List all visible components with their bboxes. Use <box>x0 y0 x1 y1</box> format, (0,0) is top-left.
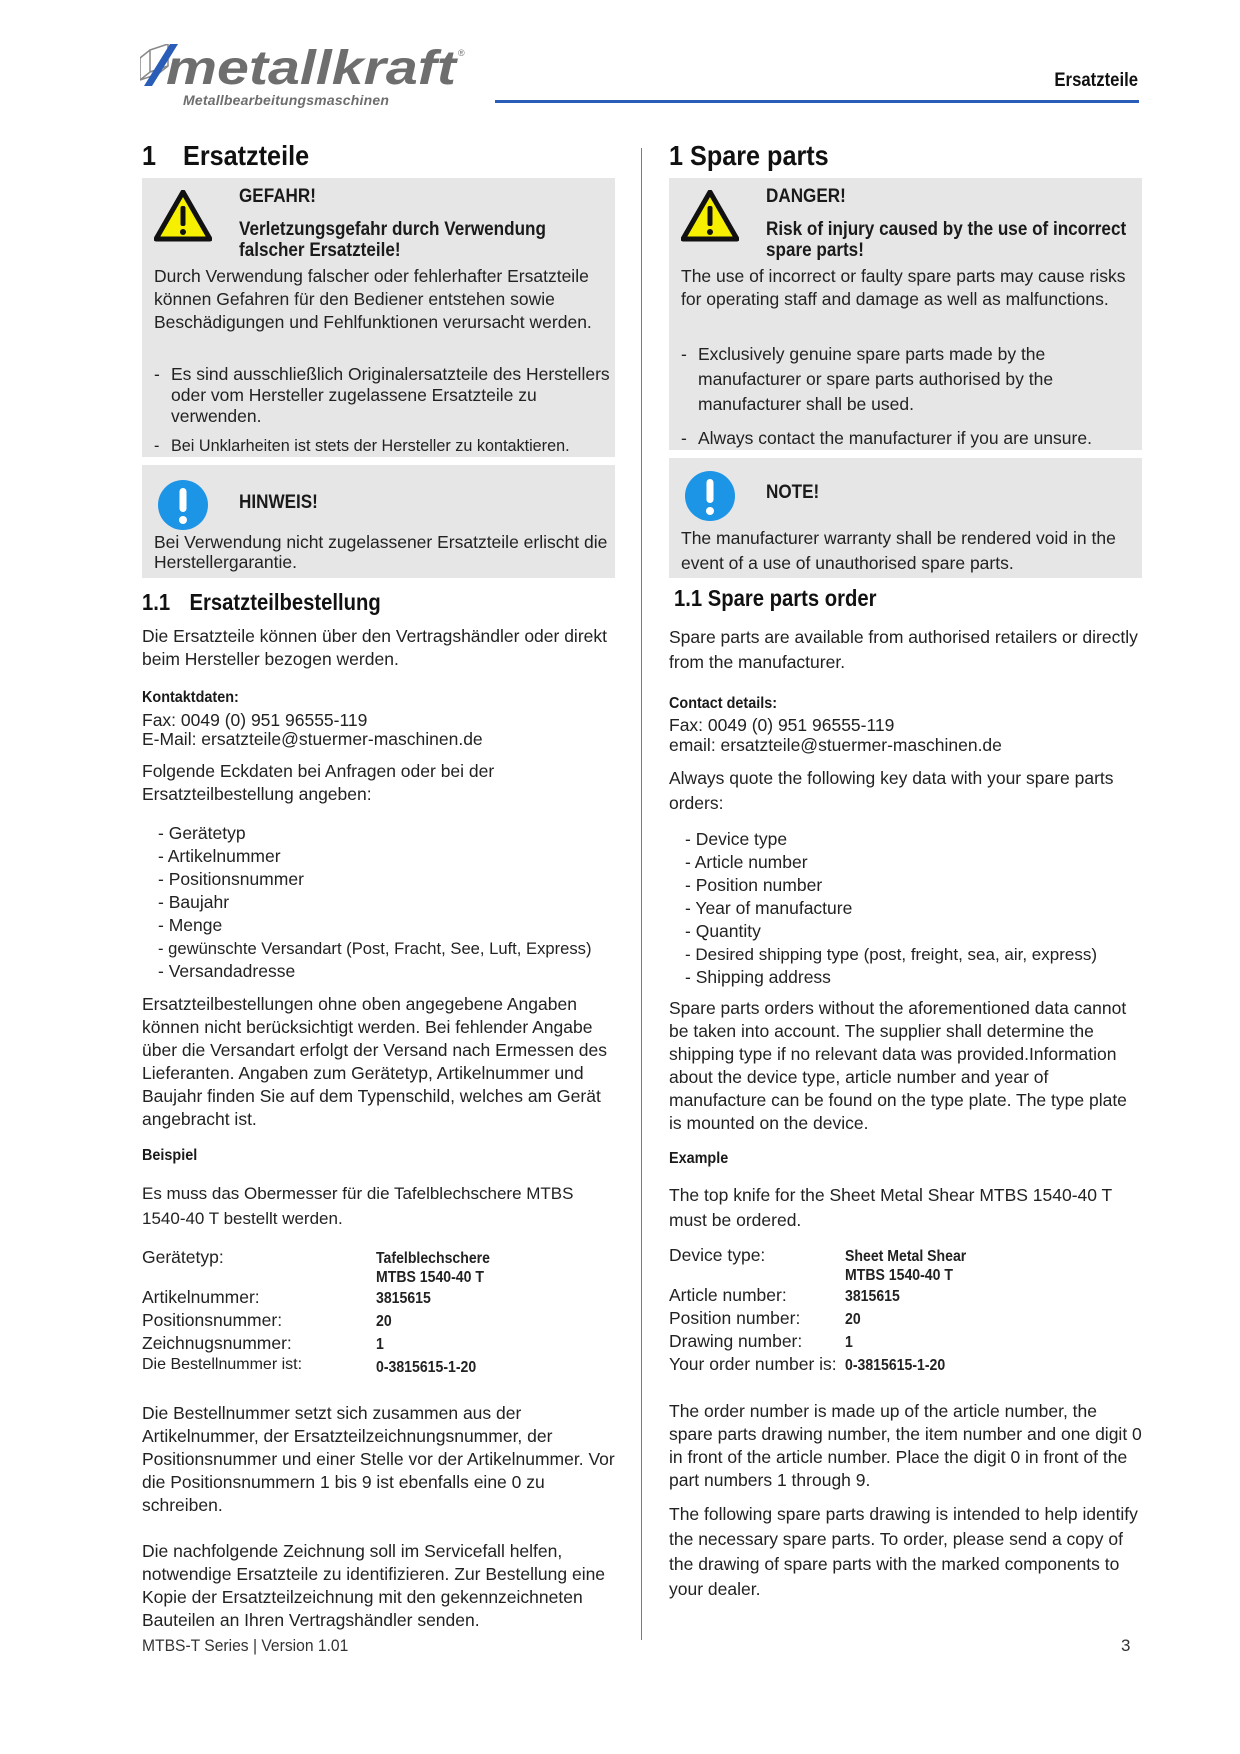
contact-fax: Fax: 0049 (0) 951 96555-119 <box>669 715 895 735</box>
contact-label: Contact details: <box>669 695 778 712</box>
orders-note: Spare parts orders without the aforementioned data cannot be taken into account. The supplier shall determine the shipping type if no relevant data was provided.Information about the device type, article number and year of manufacture can be found on the type plate. The type plate is mounted on the device. <box>669 998 1127 1133</box>
danger-text: Durch Verwendung falscher oder fehlerhafter Ersatzteile können Gefahren für den Bediener entstehen sowie Beschädigungen und Fehlfunktionen verursacht werden. <box>154 266 592 332</box>
table-row: Device type: Sheet Metal Shear MTBS 1540-40 T <box>669 1245 967 1284</box>
page-number: 3 <box>1121 1636 1131 1655</box>
section-heading: 1 Ersatzteile <box>142 140 310 171</box>
example-label: Example <box>669 1150 729 1167</box>
order-number-note: The order number is made up of the article number, the spare parts drawing number, the item number and one digit 0 in front of the article number. Place the digit 0 in front of the part numbers 1 through 9. <box>669 1401 1142 1490</box>
header-rule <box>495 100 1139 103</box>
contact-fax: Fax: 0049 (0) 951 96555-119 <box>142 710 368 730</box>
contact-email <box>669 735 1144 755</box>
contact-label: Kontaktdaten: <box>142 689 239 706</box>
danger-bullets <box>681 342 1139 460</box>
intro-text: Spare parts are available from authorised retailers or directly from the manufacturer. <box>669 627 1138 672</box>
bullet-item: - Es sind ausschließlich Originalersatzteile des Herstellers oder vom Hersteller zugelassene Ersatzteile zu verwenden. <box>154 364 612 427</box>
metallkraft-logo-icon <box>140 44 500 94</box>
note-box <box>142 465 615 578</box>
table-row: Positionsnummer: 20 <box>142 1310 392 1330</box>
list-item: - Gerätetyp <box>158 822 591 845</box>
example-label: Beispiel <box>142 1147 198 1164</box>
signal-word: DANGER! <box>766 186 846 207</box>
example-table <box>142 1247 617 1379</box>
bullet-item: - Always contact the manufacturer if you are unsure. <box>681 426 1139 451</box>
note-text: The manufacturer warranty shall be rendered void in the event of a use of unauthorised spare parts. <box>681 528 1116 573</box>
list-item: - Artikelnummer <box>158 845 591 868</box>
list-item: - Position number <box>685 874 1097 897</box>
warning-triangle-icon <box>681 190 739 247</box>
danger-bullets <box>154 364 612 466</box>
list-item: - Menge <box>158 914 591 937</box>
danger-subtitle: Risk of injury caused by the use of incorrect spare parts! <box>766 219 1127 261</box>
list-item: - Shipping address <box>685 966 1097 989</box>
table-row: Die Bestellnummer ist: 0-3815615-1-20 <box>142 1356 477 1376</box>
subsection-heading: 1.1 Ersatzteilbestellung <box>142 589 381 615</box>
footer-series-version: MTBS-T Series | Version 1.01 <box>142 1636 349 1655</box>
table-row: Zeichnugsnummer: 1 <box>142 1333 384 1353</box>
svg-text:metallkraft: metallkraft <box>166 44 459 94</box>
danger-text: The use of incorrect or faulty spare parts may cause risks for operating staff and damage as well as malfunctions. <box>681 266 1126 309</box>
example-table <box>669 1245 1144 1377</box>
example-text: The top knife for the Sheet Metal Shear MTBS 1540-40 T must be ordered. <box>669 1185 1112 1230</box>
list-item: - Positionsnummer <box>158 868 591 891</box>
running-header-title: Ersatzteile <box>1054 70 1138 91</box>
example-text: Es muss das Obermesser für die Tafelblechschere MTBS 1540-40 T bestellt werden. <box>142 1184 574 1228</box>
list-item: - Baujahr <box>158 891 591 914</box>
drawing-note: The following spare parts drawing is intended to help identify the necessary spare parts. To order, please send a copy of the drawing of spare parts with the marked components to your dealer. <box>669 1504 1138 1599</box>
bullet-item: - Exclusively genuine spare parts made by the manufacturer or spare parts authorised by the manufacturer shall be used. <box>681 342 1139 417</box>
danger-subtitle: Verletzungsgefahr durch Verwendung falscher Ersatzteile! <box>239 219 546 261</box>
note-box <box>669 458 1142 578</box>
info-exclamation-icon <box>684 470 736 527</box>
key-data-intro: Always quote the following key data with your spare parts orders: <box>669 768 1114 813</box>
intro-text: Die Ersatzteile können über den Vertragshändler oder direkt beim Hersteller bezogen werden. <box>142 626 607 669</box>
brand-tagline: Metallbearbeitungsmaschinen <box>183 92 390 108</box>
contact-email <box>142 729 617 749</box>
danger-box <box>142 178 615 457</box>
table-row: Artikelnummer: 3815615 <box>142 1287 431 1307</box>
email-link[interactable]: email: ersatzteile@stuermer-maschinen.de <box>669 735 1002 755</box>
list-item: - Year of manufacture <box>685 897 1097 920</box>
section-heading: 1 Spare parts <box>669 140 829 171</box>
key-data-list <box>158 822 591 983</box>
info-exclamation-icon <box>157 479 209 536</box>
table-row: Drawing number: 1 <box>669 1331 853 1351</box>
column-divider <box>641 148 642 1640</box>
list-item: - Versandadresse <box>158 960 591 983</box>
danger-box <box>669 178 1142 450</box>
list-item: - Device type <box>685 828 1097 851</box>
bullet-item: - Bei Unklarheiten ist stets der Hersteller zu kontaktieren. <box>154 436 612 457</box>
table-row: Your order number is: 0-3815615-1-20 <box>669 1354 946 1374</box>
list-item: - gewünschte Versandart (Post, Fracht, See, Luft, Express) <box>158 937 591 960</box>
list-item: - Desired shipping type (post, freight, sea, air, express) <box>685 943 1097 966</box>
signal-word: HINWEIS! <box>239 492 318 513</box>
key-data-intro: Folgende Eckdaten bei Anfragen oder bei der Ersatzteilbestellung angeben: <box>142 761 495 804</box>
drawing-note: Die nachfolgende Zeichnung soll im Servicefall helfen, notwendige Ersatzteile zu identifizieren. Zur Bestellung eine Kopie der Ersatzteilzeichnung mit den gekennzeichneten Bauteilen an Ihren Vertragshändler senden. <box>142 1541 606 1630</box>
subsection-heading: 1.1 Spare parts order <box>674 585 877 611</box>
table-row: Article number: 3815615 <box>669 1285 900 1305</box>
svg-text:®: ® <box>458 48 465 58</box>
table-row: Position number: 20 <box>669 1308 861 1328</box>
table-row: Gerätetyp: Tafelblechschere MTBS 1540-40 T <box>142 1247 491 1286</box>
order-number-note: Die Bestellnummer setzt sich zusammen aus der Artikelnummer, der Ersatzteilzeichnungsnummer, der Positionsnummer und einer Stelle vor der Artikelnummer. Vor die Positionsnummern 1 bis 9 ist ebenfalls eine 0 zu schreiben. <box>142 1403 615 1515</box>
list-item: - Quantity <box>685 920 1097 943</box>
signal-word: NOTE! <box>766 482 820 503</box>
orders-note: Ersatzteilbestellungen ohne oben angegebene Angaben können nicht berücksichtigt werden. Bei fehlender Angabe über die Versandart erfolgt der Versand nach Ermessen des Lieferanten. Angaben zum Gerätetyp, Artikelnummer und Baujahr finden Sie auf dem Typenschild, welches am Gerät angebracht ist. <box>142 994 607 1129</box>
signal-word: GEFAHR! <box>239 186 316 207</box>
note-text: Bei Verwendung nicht zugelassener Ersatzteile erlischt die Herstellergarantie. <box>154 532 608 572</box>
list-item: - Article number <box>685 851 1097 874</box>
key-data-list <box>685 828 1097 989</box>
warning-triangle-icon <box>154 190 212 247</box>
email-link[interactable]: E-Mail: ersatzteile@stuermer-maschinen.de <box>142 729 483 749</box>
